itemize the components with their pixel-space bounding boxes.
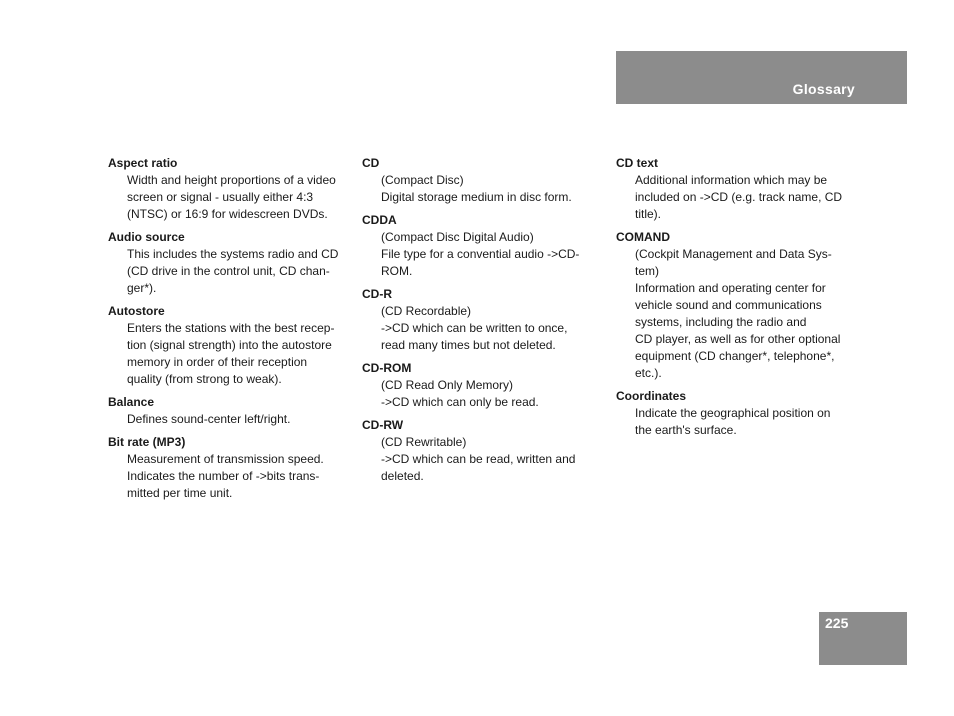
definition-line: etc.).	[635, 366, 662, 380]
glossary-entry-cdda	[362, 212, 612, 280]
glossary-definition	[616, 246, 866, 382]
glossary-definition	[362, 229, 612, 280]
definition-line: This includes the systems radio and CD	[127, 247, 339, 261]
glossary-entry-cd-text	[616, 155, 866, 223]
glossary-definition	[108, 172, 358, 223]
definition-line: tem)	[635, 264, 659, 278]
definition-line: memory in order of their reception	[127, 355, 308, 369]
glossary-term: Bit rate (MP3)	[108, 435, 186, 449]
glossary-column-3	[616, 155, 866, 445]
header-bar	[616, 51, 907, 104]
glossary-definition	[362, 434, 612, 485]
glossary-definition	[108, 451, 358, 502]
glossary-term: Balance	[108, 395, 155, 409]
section-title: Glossary	[792, 81, 855, 97]
glossary-definition	[108, 320, 358, 388]
glossary-term: Autostore	[108, 304, 165, 318]
definition-line: systems, including the radio and	[635, 315, 807, 329]
definition-line: read many times but not deleted.	[381, 338, 556, 352]
glossary-entry-aspect-ratio	[108, 155, 358, 223]
definition-line: mitted per time unit.	[127, 486, 233, 500]
glossary-term: CD-R	[362, 287, 392, 301]
glossary-term: CD text	[616, 156, 659, 170]
glossary-definition	[108, 411, 358, 428]
definition-line: (NTSC) or 16:9 for widescreen DVDs.	[127, 207, 328, 221]
glossary-entry-autostore	[108, 303, 358, 388]
definition-line: Enters the stations with the best recep-	[127, 321, 335, 335]
glossary-entry-cd-rw	[362, 417, 612, 485]
definition-line: (Cockpit Management and Data Sys-	[635, 247, 832, 261]
glossary-entry-balance	[108, 394, 358, 428]
glossary-entry-cd-rom	[362, 360, 612, 411]
definition-line: title).	[635, 207, 662, 221]
definition-line: (CD Read Only Memory)	[381, 378, 514, 392]
definition-line: (CD drive in the control unit, CD chan-	[127, 264, 330, 278]
definition-line: ger*).	[127, 281, 157, 295]
glossary-entry-audio-source	[108, 229, 358, 297]
glossary-entry-bit-rate	[108, 434, 358, 502]
page-number-box	[819, 612, 907, 665]
glossary-term: COMAND	[616, 230, 670, 244]
glossary-term: Coordinates	[616, 389, 687, 403]
definition-line: ROM.	[381, 264, 413, 278]
definition-line: ->CD which can be read, written and	[381, 452, 576, 466]
glossary-definition	[362, 303, 612, 354]
glossary-entry-cd	[362, 155, 612, 206]
glossary-definition	[616, 405, 866, 439]
definition-line: included on ->CD (e.g. track name, CD	[635, 190, 843, 204]
glossary-entry-comand	[616, 229, 866, 382]
definition-line: tion (signal strength) into the autostore	[127, 338, 332, 352]
definition-line: (Compact Disc)	[381, 173, 464, 187]
definition-line: equipment (CD changer*, telephone*,	[635, 349, 835, 363]
glossary-term: CDDA	[362, 213, 397, 227]
glossary-column-2	[362, 155, 612, 491]
glossary-term: CD-ROM	[362, 361, 412, 375]
definition-line: (Compact Disc Digital Audio)	[381, 230, 534, 244]
glossary-definition	[362, 172, 612, 206]
glossary-column-1	[108, 155, 358, 508]
definition-line: Information and operating center for	[635, 281, 826, 295]
definition-line: CD player, as well as for other optional	[635, 332, 841, 346]
definition-line: quality (from strong to weak).	[127, 372, 282, 386]
definition-line: Indicates the number of ->bits trans-	[127, 469, 320, 483]
glossary-term: Audio source	[108, 230, 185, 244]
definition-line: Indicate the geographical position on	[635, 406, 831, 420]
glossary-definition	[108, 246, 358, 297]
glossary-entry-cd-r	[362, 286, 612, 354]
definition-line: screen or signal - usually either 4:3	[127, 190, 314, 204]
definition-line: File type for a convential audio ->CD-	[381, 247, 580, 261]
glossary-term: CD	[362, 156, 380, 170]
definition-line: (CD Rewritable)	[381, 435, 467, 449]
definition-line: Defines sound-center left/right.	[127, 412, 291, 426]
definition-line: ->CD which can be written to once,	[381, 321, 568, 335]
glossary-term: CD-RW	[362, 418, 404, 432]
definition-line: Measurement of transmission speed.	[127, 452, 324, 466]
definition-line: ->CD which can only be read.	[381, 395, 539, 409]
definition-line: vehicle sound and communications	[635, 298, 822, 312]
glossary-definition	[616, 172, 866, 223]
page-number: 225	[825, 615, 849, 631]
definition-line: (CD Recordable)	[381, 304, 472, 318]
definition-line: Width and height proportions of a video	[127, 173, 336, 187]
definition-line: the earth's surface.	[635, 423, 737, 437]
definition-line: Additional information which may be	[635, 173, 828, 187]
glossary-entry-coordinates	[616, 388, 866, 439]
glossary-definition	[362, 377, 612, 411]
definition-line: Digital storage medium in disc form.	[381, 190, 572, 204]
glossary-term: Aspect ratio	[108, 156, 178, 170]
definition-line: deleted.	[381, 469, 424, 483]
